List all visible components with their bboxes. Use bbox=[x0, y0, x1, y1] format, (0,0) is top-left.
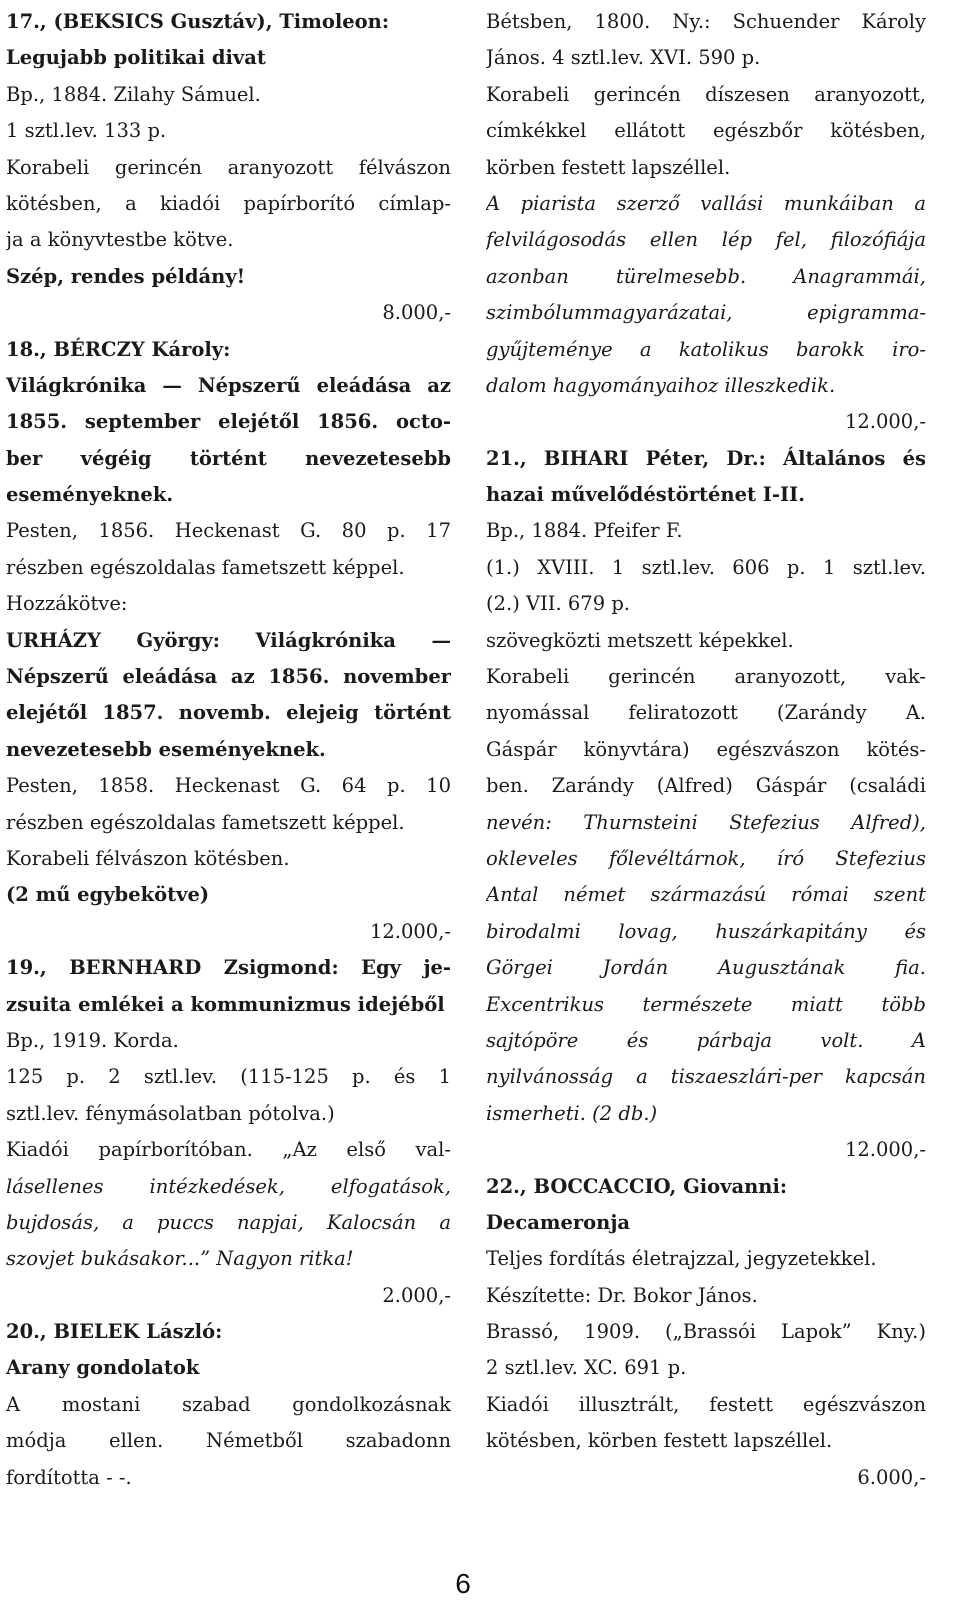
text-line: Legujabb politikai divat bbox=[6, 46, 266, 70]
text-line: kötésben, a kiadói papírborító címlap- bbox=[6, 191, 451, 215]
text-line: nevezetesebb eseményeknek. bbox=[6, 737, 326, 761]
text-line: 22., BOCCACCIO, Giovanni: bbox=[486, 1174, 788, 1198]
text-line: 6.000,- bbox=[857, 1465, 926, 1489]
text-line: azonban türelmesebb. Anagrammái, bbox=[486, 264, 926, 288]
left-column bbox=[6, 4, 451, 1496]
text-line: nyilvánosság a tiszaeszlári-per kapcsán bbox=[486, 1065, 926, 1089]
text-line: Korabeli félvászon kötésben. bbox=[6, 846, 290, 870]
text-line: Bp., 1919. Korda. bbox=[6, 1028, 179, 1052]
text-line: sajtópöre és párbaja volt. A bbox=[486, 1028, 926, 1052]
text-line: Arany gondolatok bbox=[6, 1356, 200, 1380]
text-line: 18., BÉRCZY Károly: bbox=[6, 337, 231, 361]
text-line: Kiadói illusztrált, festett egészvászon bbox=[486, 1392, 926, 1416]
text-line: fordította - -. bbox=[6, 1465, 132, 1489]
text-line: ja a könyvtestbe kötve. bbox=[6, 228, 234, 252]
text-line: 2 sztl.lev. XC. 691 p. bbox=[486, 1356, 687, 1380]
text-line: kötésben, körben festett lapszéllel. bbox=[486, 1429, 833, 1453]
text-line: 12.000,- bbox=[844, 410, 926, 434]
text-line: módja ellen. Németből szabadonn bbox=[6, 1429, 451, 1453]
right-column bbox=[486, 4, 926, 1496]
text-line: Bp., 1884. Pfeifer F. bbox=[486, 519, 683, 543]
text-line: 12.000,- bbox=[844, 1138, 926, 1162]
text-line: 19., BERNHARD Zsigmond: Egy je- bbox=[6, 956, 451, 980]
text-line: hazai művelődéstörténet I-II. bbox=[486, 483, 806, 507]
text-line: 20., BIELEK László: bbox=[6, 1320, 223, 1344]
text-line: Készítette: Dr. Bokor János. bbox=[486, 1283, 758, 1307]
text-line: nevén: Thurnsteini Stefezius Alfred), bbox=[486, 810, 926, 834]
text-line: Korabeli gerincén aranyozott, vak- bbox=[486, 665, 926, 689]
text-line: Antal német származású római szent bbox=[486, 883, 926, 907]
text-line: János. 4 sztl.lev. XVI. 590 p. bbox=[486, 46, 761, 70]
text-line: A mostani szabad gondolkozásnak bbox=[6, 1392, 451, 1416]
text-line: 12.000,- bbox=[369, 919, 451, 943]
text-line: szovjet bukásakor...” Nagyon ritka! bbox=[6, 1247, 354, 1271]
text-line: szövegközti metszett képekkel. bbox=[486, 628, 794, 652]
text-line: nyomással feliratozott (Zarándy A. bbox=[486, 701, 926, 725]
text-line: címkékkel ellátott egészbőr kötésben, bbox=[486, 119, 926, 143]
text-line: szimbólummagyarázatai, epigramma- bbox=[486, 301, 926, 325]
text-line: zsuita emlékei a kommunizmus idejéből bbox=[6, 992, 445, 1016]
text-line: Népszerű eleádása az 1856. november bbox=[6, 665, 451, 689]
text-line: 125 p. 2 sztl.lev. (115-125 p. és 1 bbox=[6, 1065, 451, 1089]
text-line: Gáspár könyvtára) egészvászon kötés- bbox=[486, 737, 926, 761]
text-line: Szép, rendes példány! bbox=[6, 264, 246, 288]
text-line: bujdosás, a puccs napjai, Kalocsán a bbox=[6, 1210, 451, 1234]
text-line: lásellenes intézkedések, elfogatások, bbox=[6, 1174, 451, 1198]
page-number: 6 bbox=[455, 1568, 471, 1599]
text-line: 1855. september elejétől 1856. octo- bbox=[6, 410, 451, 434]
text-line: ismerheti. (2 db.) bbox=[486, 1101, 658, 1125]
text-line: Decameronja bbox=[486, 1210, 631, 1234]
text-line: 1 sztl.lev. 133 p. bbox=[6, 119, 167, 143]
text-line: Világkrónika — Népszerű eleádása az bbox=[6, 373, 451, 397]
text-line: Pesten, 1856. Heckenast G. 80 p. 17 bbox=[6, 519, 451, 543]
text-line: körben festett lapszéllel. bbox=[486, 155, 731, 179]
text-line: részben egészoldalas fametszett képpel. bbox=[6, 555, 405, 579]
text-line: 17., (BEKSICS Gusztáv), Timoleon: bbox=[6, 10, 390, 33]
text-line: Görgei Jordán Augusztának fia. bbox=[486, 956, 926, 980]
text-line: Excentrikus természete miatt több bbox=[486, 992, 926, 1016]
text-line: ben. Zarándy (Alfred) Gáspár (családi bbox=[486, 774, 926, 798]
text-line: 21., BIHARI Péter, Dr.: Általános és bbox=[486, 446, 926, 470]
text-line: eseményeknek. bbox=[6, 483, 174, 507]
text-line: ber végéig történt nevezetesebb bbox=[6, 446, 451, 470]
text-line: (1.) XVIII. 1 sztl.lev. 606 p. 1 sztl.lev. bbox=[486, 555, 926, 579]
text-line: Korabeli gerincén aranyozott félvászon bbox=[6, 155, 451, 179]
text-line: Hozzákötve: bbox=[6, 592, 128, 616]
text-line: Bp., 1884. Zilahy Sámuel. bbox=[6, 82, 261, 106]
text-line: okleveles főlevéltárnok, író Stefezius bbox=[486, 846, 926, 870]
text-line: sztl.lev. fénymásolatban pótolva.) bbox=[6, 1101, 335, 1125]
text-line: 8.000,- bbox=[382, 301, 451, 325]
text-line: URHÁZY György: Világkrónika — bbox=[6, 628, 451, 652]
text-line: elejétől 1857. novemb. elejeig történt bbox=[6, 701, 451, 725]
text-line: Bétsben, 1800. Ny.: Schuender Károly bbox=[486, 10, 926, 33]
text-line: gyűjteménye a katolikus barokk iro- bbox=[486, 337, 926, 361]
text-line: Korabeli gerincén díszesen aranyozott, bbox=[486, 82, 926, 106]
text-line: Brassó, 1909. („Brassói Lapok” Kny.) bbox=[486, 1320, 926, 1344]
text-line: részben egészoldalas fametszett képpel. bbox=[6, 810, 405, 834]
text-line: (2.) VII. 679 p. bbox=[486, 592, 631, 616]
text-line: Pesten, 1858. Heckenast G. 64 p. 10 bbox=[6, 774, 451, 798]
text-line: birodalmi lovag, huszárkapitány és bbox=[486, 919, 926, 943]
text-line: dalom hagyományaihoz illeszkedik. bbox=[486, 373, 836, 397]
text-line: A piarista szerző vallási munkáiban a bbox=[486, 191, 926, 215]
text-line: (2 mű egybekötve) bbox=[6, 883, 210, 907]
text-line: Teljes fordítás életrajzzal, jegyzetekkel. bbox=[486, 1247, 877, 1271]
text-line: felvilágosodás ellen lép fel, filozófiája bbox=[486, 228, 926, 252]
text-line: Kiadói papírborítóban. „Az első val- bbox=[6, 1138, 451, 1162]
text-line: 2.000,- bbox=[382, 1283, 451, 1307]
